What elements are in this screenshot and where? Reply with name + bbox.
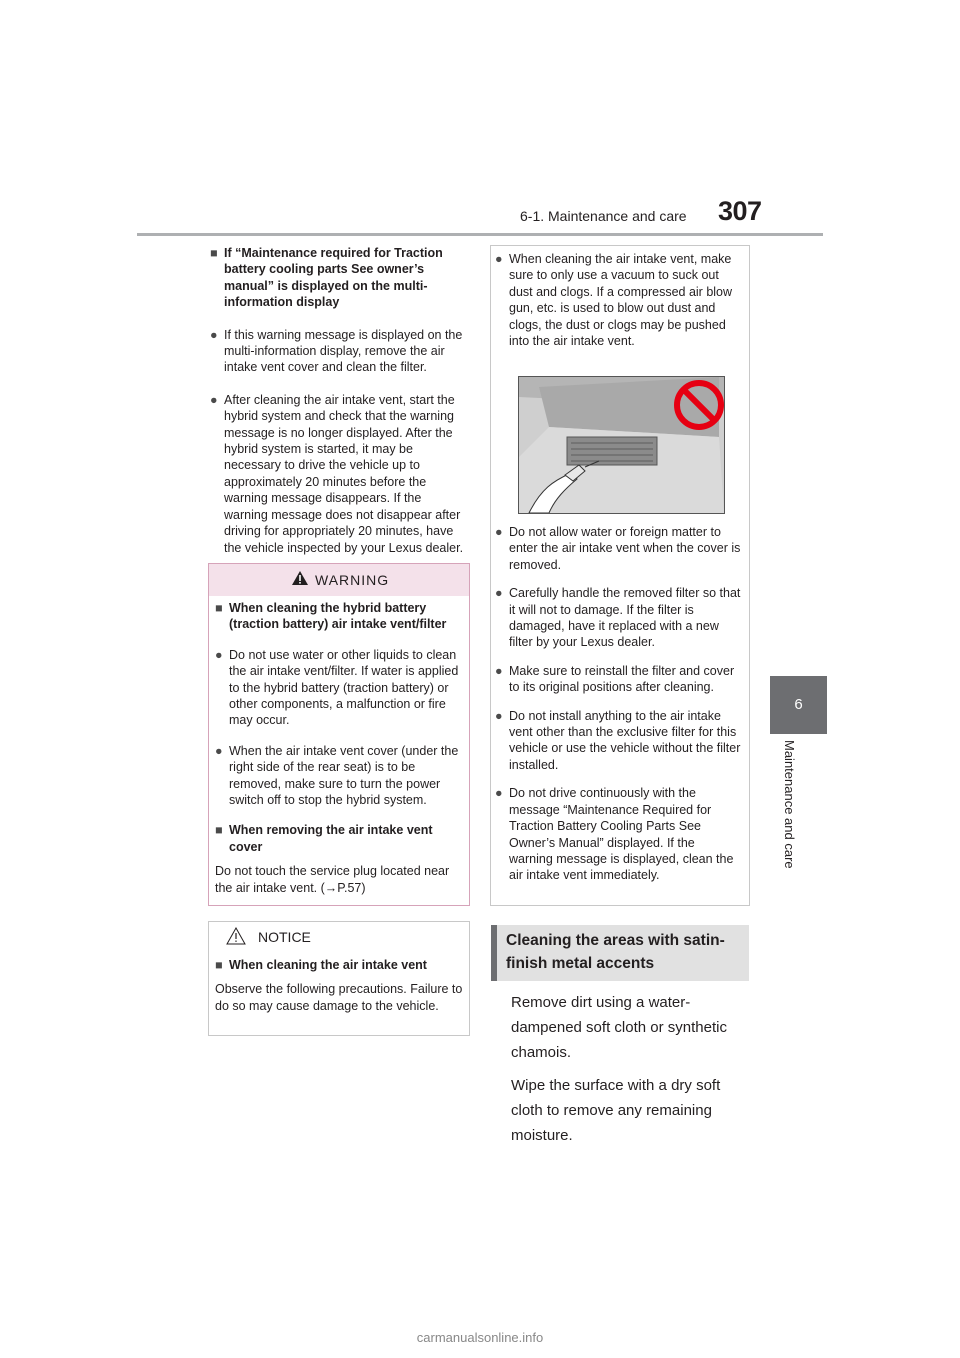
warning-triangle-icon [291, 570, 309, 586]
vent-blower-illustration [519, 377, 724, 513]
left-bullet-1: ● If this warning message is displayed on the multi-information display, remove the air intake vent cover and clean the filter. [210, 327, 463, 375]
watermark: carmanualsonline.info [416, 1330, 544, 1345]
square-marker: ■ [215, 601, 223, 615]
bullet-dot: ● [495, 252, 503, 266]
left-column [210, 245, 468, 556]
warning-heading-2: ■ When removing the air intake vent cover [215, 823, 433, 854]
left-bullet-2: ● After cleaning the air intake vent, start the hybrid system and check that the warning message is no longer displayed. After the hybrid system is started, it may be necessary to drive the vehicle up to approximately 20 minutes before the warning message disappears. If the warning message does not disappear after driving for appropriately 20 minutes, have the vehicle inspected by your Lexus dealer. [210, 392, 464, 555]
right-bullet-5: ● Do not drive continuously with the message “Maintenance Required for Traction Battery Cooling Parts See Owner’s Manual” displayed. If the warning message is displayed, clean the air intake vent immediately. [495, 786, 734, 883]
right-bullet-vacuum: ● When cleaning the air intake vent, make sure to only use a vacuum to suck out dust and clogs. If a compressed air blow gun, etc. is used to blow out dust and clogs, the dust or clogs may be pushed into the air intake vent. [495, 252, 733, 349]
bullet-dot: ● [215, 647, 223, 662]
section-title: 6-1. Maintenance and care [520, 208, 687, 224]
right-box-bottom [495, 524, 741, 884]
bullet-dot: ● [495, 525, 503, 539]
square-marker: ■ [210, 246, 218, 260]
bullet-dot: ● [495, 708, 503, 723]
bullet-dot: ● [495, 663, 503, 678]
notice-triangle-icon [226, 927, 246, 945]
section-heading: Cleaning the areas with satin-finish metal accents [506, 932, 725, 972]
section-bullet-2: Wipe the surface with a dry soft cloth to remove any remaining moisture. [511, 1077, 721, 1144]
right-bullet-4: ● Do not install anything to the air intake vent other than the exclusive filter for this vehicle or use the vehicle without the filter installed. [495, 708, 741, 772]
warning-bullet-1: ● Do not use water or other liquids to clean the air intake vent/filter. If water is applied to the hybrid battery (traction battery) or other components, a malfunction or fire may occur. [215, 647, 459, 728]
left-heading: ■ If “Maintenance required for Traction battery cooling parts See owner’s manual” is displayed on the multi-information display [210, 246, 443, 310]
air-intake-vent-illustration [518, 376, 725, 514]
notice-content [215, 957, 463, 1014]
right-bullet-3: ● Make sure to reinstall the filter and cover to its original positions after cleaning. [495, 663, 735, 695]
right-bullet-1: ● Do not allow water or foreign matter to enter the air intake vent when the cover is removed. [495, 525, 741, 572]
section-heading-box [491, 925, 749, 981]
notice-text: Observe the following precautions. Failure to do so may cause damage to the vehicle. [215, 982, 463, 1013]
section-bullet-1: Remove dirt using a water-dampened soft cloth or synthetic chamois. [511, 994, 727, 1061]
notice-heading: ■ When cleaning the air intake vent [215, 958, 427, 972]
chapter-tab: 6 [770, 676, 827, 734]
bullet-dot: ● [210, 327, 218, 342]
right-box-top [495, 251, 741, 349]
header-rule [137, 233, 823, 236]
bullet-dot: ● [495, 586, 503, 601]
section-content [493, 990, 751, 1148]
square-marker: ■ [215, 958, 223, 972]
chapter-label [766, 740, 826, 900]
chapter-label-text: Maintenance and care [782, 740, 797, 869]
warning-bullet-2: ● When the air intake vent cover (under the right side of the rear seat) is to be removed, make sure to turn the power switch off to stop the hybrid system. [215, 743, 459, 808]
bullet-dot: ● [215, 743, 223, 758]
notice-title: NOTICE [258, 929, 311, 945]
warning-title: WARNING [315, 572, 390, 588]
warning-text: Do not touch the service plug located near the air intake vent. (→P.57) [215, 864, 450, 895]
square-marker: ■ [215, 823, 223, 838]
bullet-dot: ● [495, 786, 503, 801]
warning-header [209, 564, 469, 596]
right-bullet-2: ● Carefully handle the removed filter so that it will not to damage. If the filter is damaged, have it replaced with a new filter by your Lexus dealer. [495, 586, 741, 650]
warning-heading-1: ■ When cleaning the hybrid battery (traction battery) air intake vent/filter [215, 601, 447, 632]
bullet-dot: ● [210, 392, 218, 407]
page-number: 307 [718, 196, 762, 226]
warning-content [215, 600, 463, 896]
